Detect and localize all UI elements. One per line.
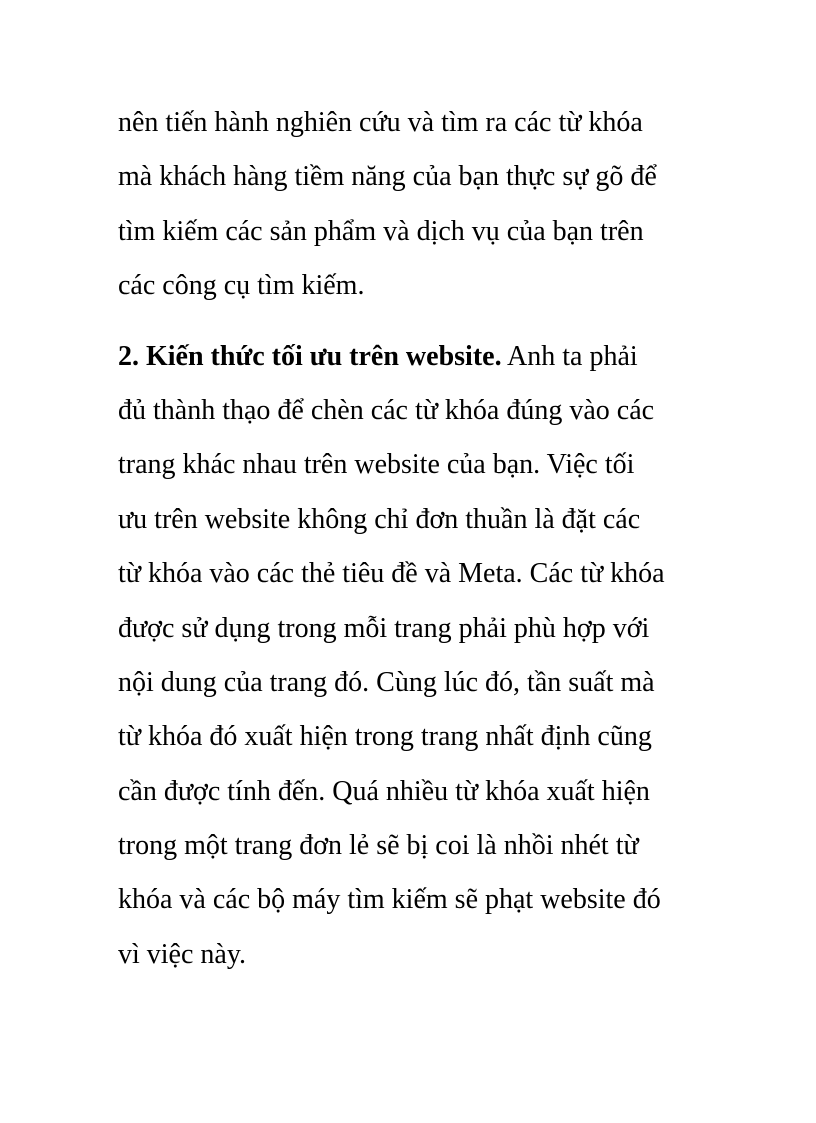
paragraph-first-line (118, 330, 718, 384)
paragraph-line: vì việc này. (118, 938, 247, 970)
paragraph-line: các công cụ tìm kiếm. (118, 270, 365, 302)
paragraph-2 (118, 330, 718, 983)
heading-trailing-text: Anh ta phải (501, 340, 638, 372)
paragraph-1 (118, 96, 718, 314)
paragraph-line: đủ thành thạo để chèn các từ khóa đúng vào các (118, 394, 655, 426)
section-heading: 2. Kiến thức tối ưu trên website. (118, 340, 502, 372)
paragraph-line: từ khóa đó xuất hiện trong trang nhất định cũng (118, 721, 652, 753)
paragraph-line: được sử dụng trong mỗi trang phải phù hợp với (118, 612, 650, 644)
paragraph-line: khóa và các bộ máy tìm kiếm sẽ phạt website đó (118, 884, 661, 916)
paragraph-line: từ khóa vào các thẻ tiêu đề và Meta. Các từ khóa (118, 558, 665, 590)
paragraph-line: trang khác nhau trên website của bạn. Việc tối (118, 449, 635, 481)
paragraph-spacer (118, 314, 718, 330)
text-column (118, 96, 718, 982)
paragraph-line: ưu trên website không chỉ đơn thuần là đặt các (118, 503, 641, 535)
paragraph-line: mà khách hàng tiềm năng của bạn thực sự gõ để (118, 161, 657, 193)
paragraph-line: nội dung của trang đó. Cùng lúc đó, tần suất mà (118, 666, 655, 698)
paragraph-line: cần được tính đến. Quá nhiều từ khóa xuất hiện (118, 775, 650, 807)
paragraph-line: trong một trang đơn lẻ sẽ bị coi là nhồi nhét từ (118, 830, 639, 862)
paragraph-line: nên tiến hành nghiên cứu và tìm ra các từ khóa (118, 107, 643, 138)
paragraph-line: tìm kiếm các sản phẩm và dịch vụ của bạn trên (118, 215, 644, 247)
